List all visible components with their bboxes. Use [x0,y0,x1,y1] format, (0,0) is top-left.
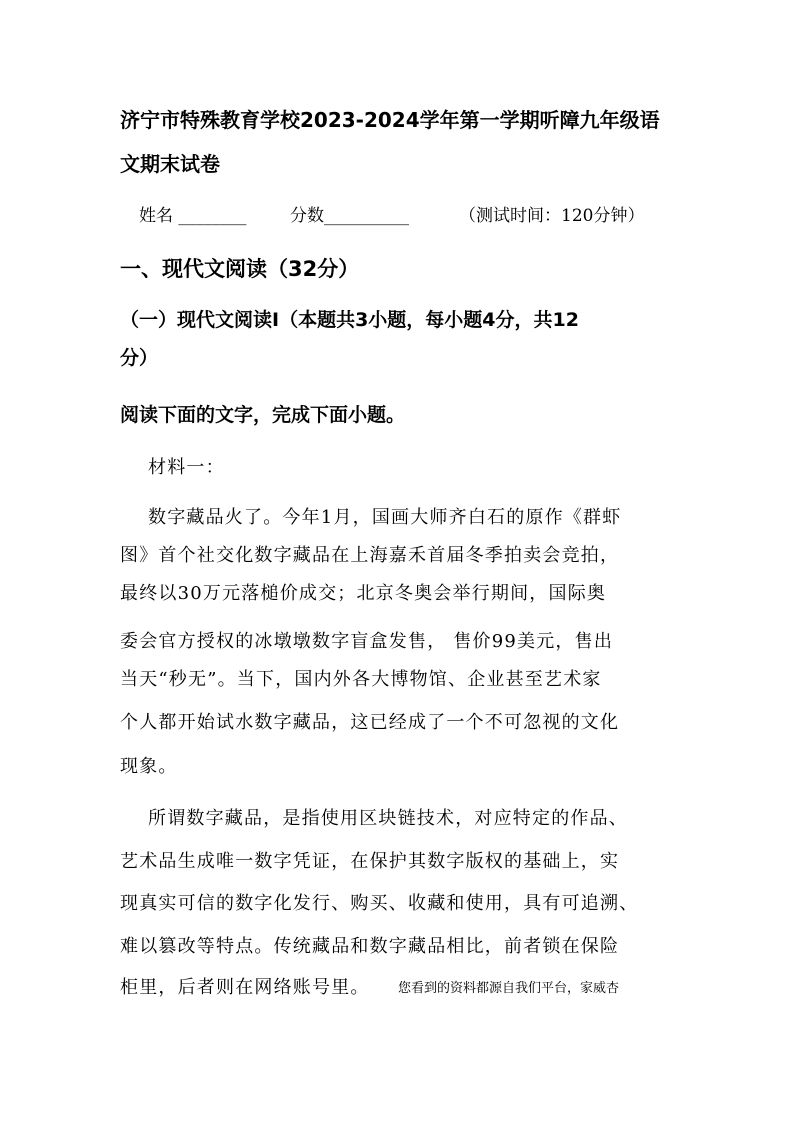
footer-source-note: 您看到的资料都源自我们平台，家威杏 [398,981,620,996]
paragraph-2-line-3: 现真实可信的数字化发行、购买、收藏和使用，具有可追溯、 [120,893,639,914]
paragraph-2-line-1: 所谓数字藏品，是指使用区块链技术，对应特定的作品、 [148,808,628,829]
score-field-label: 分数__________ [290,206,409,226]
exam-title-line-1: 济宁市特殊教育学校2023-2024学年第一学期听障九年级语 [120,108,660,132]
section-heading: 一、现代文阅读（32分） [120,257,360,281]
subsection-heading-line-2: 分） [120,347,159,369]
paragraph-2-line-5: 柜里，后者则在网络账号里。 [120,977,370,998]
paragraph-1-line-6: 个人都开始试水数字藏品，这已经成了一个不可忽视的文化 [120,712,620,733]
paragraph-1-line-1: 数字藏品火了。今年1月，国画大师齐白石的原作《群虾 [148,507,622,528]
paragraph-1-line-2: 图》首个社交化数字藏品在上海嘉禾首届冬季拍卖会竞拍， [120,545,620,566]
name-field-label: 姓名 ________ [139,206,247,226]
paragraph-1-line-4: 委会官方授权的冰墩墩数字盲盒发售， 售价99美元，售出 [120,631,614,652]
test-time-label: （测试时间：120分钟） [459,206,645,226]
paragraph-2-line-2: 艺术品生成唯一数字凭证，在保护其数字版权的基础上，实 [120,851,620,872]
reading-instruction: 阅读下面的文字，完成下面小题。 [120,404,406,426]
paragraph-1-line-7: 现象。 [120,756,178,777]
material-label: 材料一： [148,457,225,478]
subsection-heading-line-1: （一）现代文阅读Ⅰ（本题共3小题，每小题4分，共12 [120,309,579,331]
exam-title-line-2: 文期末试卷 [120,152,220,176]
paragraph-2-line-4: 难以篡改等特点。传统藏品和数字藏品相比，前者锁在保险 [120,936,620,957]
paragraph-1-line-3: 最终以30万元落槌价成交；北京冬奥会举行期间，国际奥 [120,583,607,604]
paragraph-1-line-5: 当天“秒无”。当下，国内外各大博物馆、企业甚至艺术家 [120,669,602,690]
